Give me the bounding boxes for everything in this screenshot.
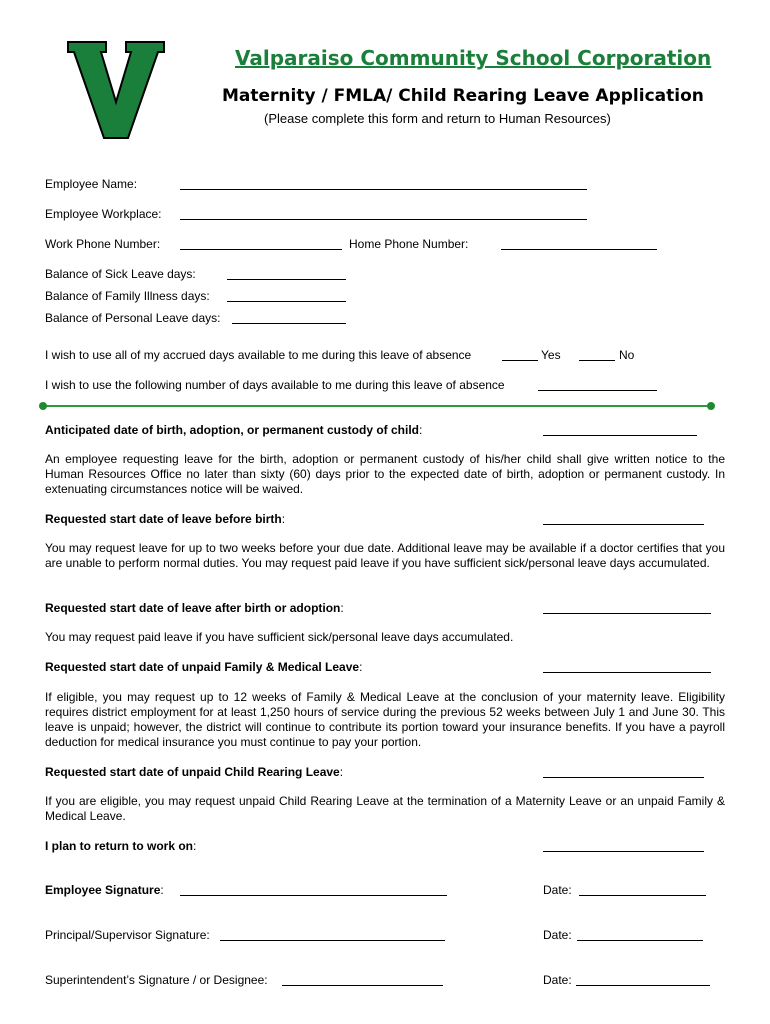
superintendent-date-field[interactable] [576, 985, 710, 986]
before-birth-field[interactable] [543, 524, 704, 525]
home-phone-field[interactable] [501, 249, 657, 250]
principal-date-field[interactable] [577, 940, 703, 941]
principal-signature-field[interactable] [220, 940, 445, 941]
organization-name: Valparaiso Community School Corporation [235, 46, 712, 70]
work-phone-field[interactable] [180, 249, 342, 250]
superintendent-date-label: Date: [543, 973, 572, 987]
anticipated-note: An employee requesting leave for the birth, adoption or permanent custody of his/her child shall give written notice to the Human Resources Office no later than sixty (60) days prior to the expected date of birth, adoption or permanent custody. In extenuating circumstances notice will be waived. [45, 452, 725, 496]
before-birth-note: You may request leave for up to two weeks before your due date. Additional leave may be available if a doctor certifies that you are unable to perform normal duties. You may request paid leave if you have sufficient sick/personal leave days accumulated. [45, 541, 725, 570]
yes-field[interactable] [502, 360, 538, 361]
personal-leave-label: Balance of Personal Leave days: [45, 311, 221, 325]
after-birth-note: You may request paid leave if you have sufficient sick/personal leave days accumulated. [45, 630, 514, 644]
employee-workplace-field[interactable] [180, 219, 587, 220]
sick-leave-field[interactable] [227, 279, 346, 280]
number-days-field[interactable] [538, 390, 657, 391]
return-date-field[interactable] [543, 851, 704, 852]
family-illness-field[interactable] [227, 301, 346, 302]
form-instructions: (Please complete this form and return to Human Resources) [264, 111, 611, 126]
home-phone-label: Home Phone Number: [349, 237, 469, 251]
section-divider [43, 405, 711, 407]
employee-name-label: Employee Name: [45, 177, 138, 191]
unpaid-fml-field[interactable] [543, 672, 711, 673]
form-title: Maternity / FMLA/ Child Rearing Leave Application [222, 86, 704, 106]
employee-workplace-label: Employee Workplace: [45, 207, 162, 221]
personal-leave-field[interactable] [232, 323, 346, 324]
unpaid-fml-note: If eligible, you may request up to 12 weeks of Family & Medical Leave at the conclusion of your maternity leave. Eligibility requires district employment for at least 1,250 hours of service during the previous 52 weeks between July 1 and June 30. This leave is unpaid; however, the district will continue to contribute its portion toward your insurance benefits. If you have a payroll deduction for medical insurance you must continue to pay your portion. [45, 690, 725, 749]
unpaid-crl-note: If you are eligible, you may request unpaid Child Rearing Leave at the termination of a Maternity Leave or an unpaid Family & Medical Leave. [45, 794, 725, 823]
divider-dot-left [39, 402, 47, 410]
no-field[interactable] [579, 360, 615, 361]
superintendent-signature-label: Superintendent’s Signature / or Designee: [45, 973, 268, 987]
after-birth-label: Requested start date of leave after birth or adoption: [45, 601, 344, 615]
before-birth-label: Requested start date of leave before birth: [45, 512, 286, 526]
employee-signature-label: Employee Signature: [45, 883, 164, 897]
family-illness-label: Balance of Family Illness days: [45, 289, 210, 303]
unpaid-crl-field[interactable] [543, 777, 704, 778]
employee-signature-field[interactable] [180, 895, 447, 896]
no-label: No [619, 348, 635, 362]
employee-name-field[interactable] [180, 189, 587, 190]
divider-dot-right [707, 402, 715, 410]
unpaid-fml-label: Requested start date of unpaid Family & Medical Leave: [45, 660, 363, 674]
use-number-days-label: I wish to use the following number of days available to me during this leave of absence [45, 378, 505, 392]
anticipated-date-label: Anticipated date of birth, adoption, or permanent custody of child: [45, 423, 423, 437]
district-logo [66, 40, 166, 140]
use-all-days-label: I wish to use all of my accrued days available to me during this leave of absence [45, 348, 472, 362]
unpaid-crl-label: Requested start date of unpaid Child Rearing Leave: [45, 765, 344, 779]
sick-leave-label: Balance of Sick Leave days: [45, 267, 196, 281]
yes-label: Yes [541, 348, 561, 362]
return-date-label: I plan to return to work on: [45, 839, 197, 853]
employee-date-label: Date: [543, 883, 572, 897]
employee-date-field[interactable] [579, 895, 706, 896]
work-phone-label: Work Phone Number: [45, 237, 161, 251]
anticipated-date-field[interactable] [543, 435, 697, 436]
principal-signature-label: Principal/Supervisor Signature: [45, 928, 210, 942]
after-birth-field[interactable] [543, 613, 711, 614]
superintendent-signature-field[interactable] [282, 985, 443, 986]
principal-date-label: Date: [543, 928, 572, 942]
